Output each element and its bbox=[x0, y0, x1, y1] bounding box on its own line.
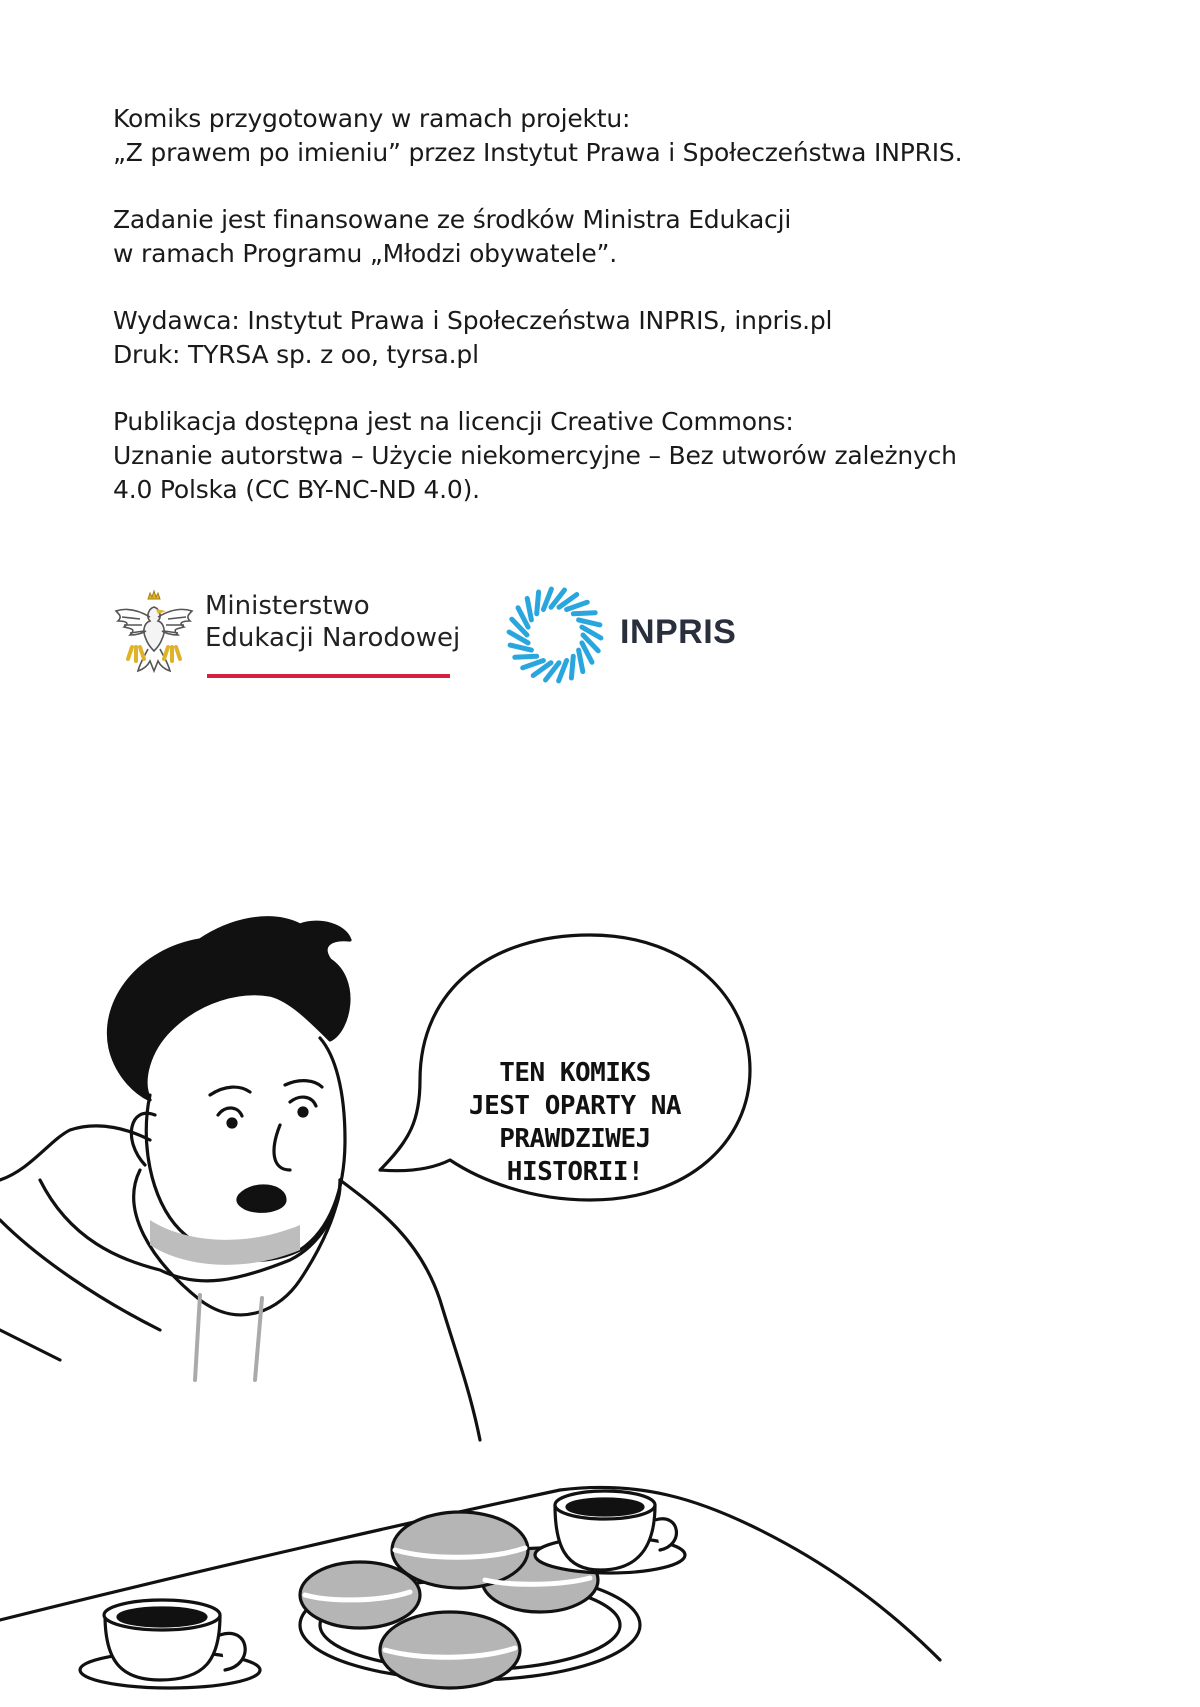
inpris-logo bbox=[505, 585, 765, 685]
eagle-icon bbox=[110, 587, 198, 679]
ring-ray bbox=[573, 613, 595, 614]
ring-ray bbox=[571, 656, 573, 678]
text-line: Komiks przygotowany w ramach projektu: bbox=[113, 104, 631, 133]
text-line: Zadanie jest finansowane ze środków Ministra Edukacji bbox=[113, 205, 792, 234]
text-line: „Z prawem po imieniu” przez Instytut Prawa i Społeczeństwa INPRIS. bbox=[113, 138, 963, 167]
ministry-name bbox=[205, 590, 460, 654]
bubble-line: HISTORII! bbox=[506, 1157, 644, 1187]
ring-ray bbox=[510, 645, 531, 650]
ear bbox=[131, 1113, 155, 1165]
hoodie-outline bbox=[0, 1126, 150, 1180]
ministry-logo bbox=[110, 585, 460, 685]
text-line: Uznanie autorstwa – Użycie niekomercyjne – Bez utworów zależnych bbox=[113, 441, 957, 470]
ring-ray bbox=[527, 598, 531, 620]
ring-ray bbox=[523, 661, 544, 668]
mouth bbox=[238, 1186, 285, 1211]
text-line: 4.0 Polska (CC BY-NC-ND 4.0). bbox=[113, 475, 480, 504]
text-line: Publikacja dostępna jest na licencji Creative Commons: bbox=[113, 407, 794, 436]
ministry-flag-bar bbox=[207, 672, 450, 678]
flag-red-stripe bbox=[207, 674, 450, 678]
ministry-line-1: Ministerstwo bbox=[205, 591, 370, 621]
text-line: w ramach Programu „Młodzi obywatele”. bbox=[113, 239, 618, 268]
logos-row bbox=[110, 585, 810, 685]
ring-ray bbox=[567, 602, 588, 609]
inpris-wordmark: INPRIS bbox=[620, 613, 737, 651]
bubble-line: PRAWDZIWEJ bbox=[499, 1124, 651, 1154]
publisher-paragraph bbox=[113, 304, 1113, 372]
ring-ray bbox=[515, 656, 537, 657]
bubble-line: TEN KOMIKS bbox=[499, 1058, 651, 1088]
text-line: Wydawca: Instytut Prawa i Społeczeństwa INPRIS, inpris.pl bbox=[113, 306, 833, 335]
inpris-ring-icon bbox=[505, 585, 605, 685]
coffee-cup-right bbox=[535, 1491, 685, 1573]
ring-ray bbox=[537, 592, 539, 614]
funding-paragraph bbox=[113, 203, 1113, 271]
face-outline bbox=[146, 1038, 345, 1260]
license-paragraph bbox=[113, 405, 1113, 507]
right-eye bbox=[290, 1097, 316, 1106]
bubble-line: JEST OPARTY NA bbox=[468, 1091, 682, 1121]
speech-bubble-text bbox=[440, 1057, 710, 1189]
credits-text bbox=[113, 102, 1113, 540]
left-eye bbox=[218, 1108, 242, 1116]
comic-drawing bbox=[0, 880, 1200, 1703]
coffee-cup-left bbox=[80, 1600, 260, 1688]
project-paragraph bbox=[113, 102, 1113, 170]
text-line: Druk: TYRSA sp. z oo, tyrsa.pl bbox=[113, 340, 479, 369]
ring-ray bbox=[579, 620, 600, 625]
ring-ray bbox=[579, 650, 583, 672]
ministry-line-2: Edukacji Narodowej bbox=[205, 623, 461, 653]
comic-illustration bbox=[0, 880, 1200, 1703]
hair-shape bbox=[108, 918, 350, 1100]
